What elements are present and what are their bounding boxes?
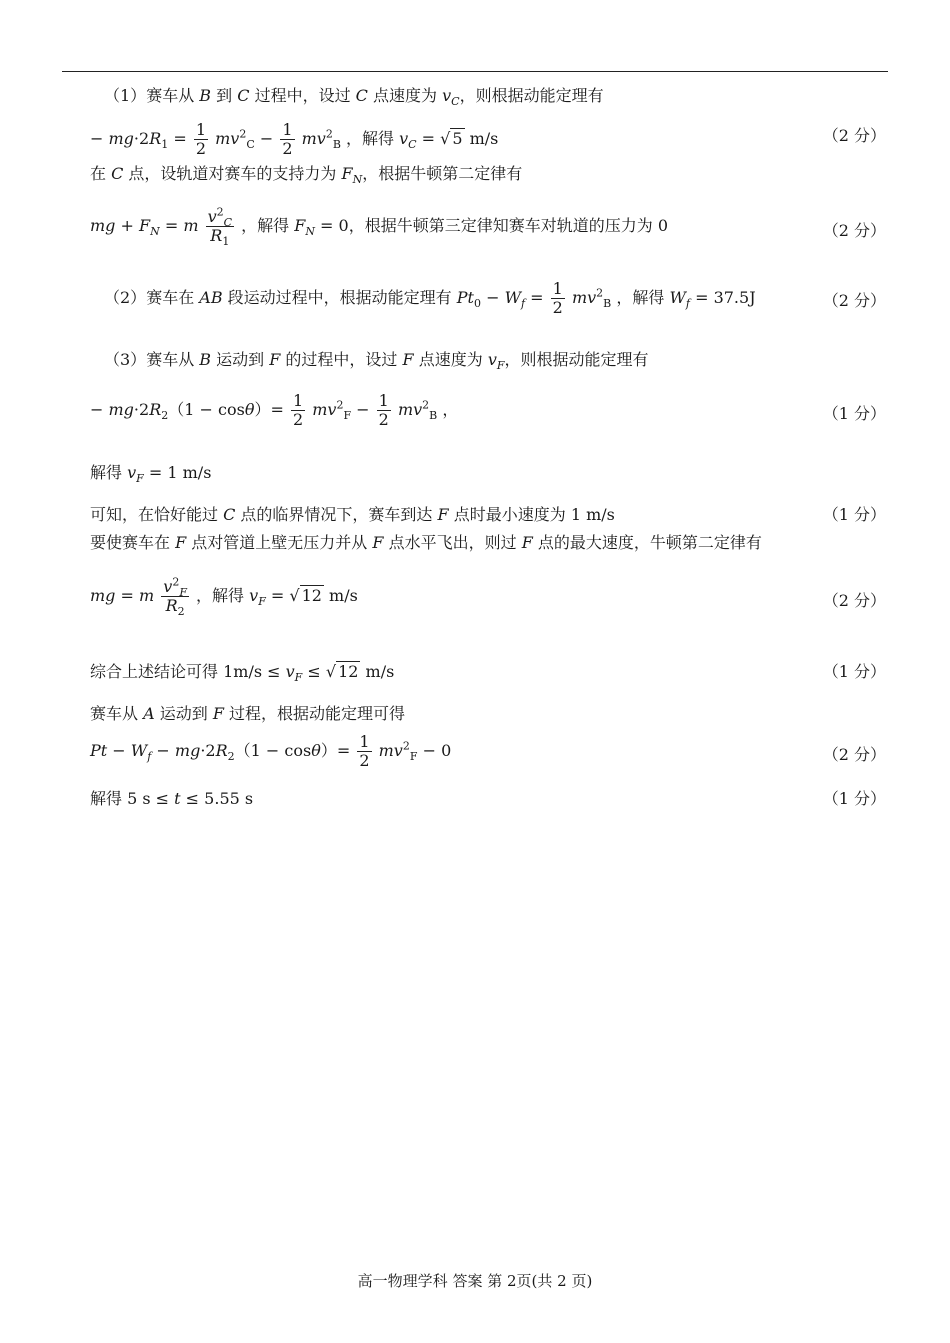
fraction-half: $\frac{1}{2}$ [378,391,389,429]
header-rule [62,71,888,72]
line-a-to-f: 赛车从 A 运动到 F 过程，根据动能定理可得 [90,704,406,723]
fraction-half: $\frac{1}{2}$ [359,732,370,770]
fraction-half: $\frac{1}{2}$ [282,120,293,158]
fraction-vf2-r2: $\frac{v^2_F}{R_2}$ [163,575,187,619]
score-12: （1 分） [822,662,886,681]
score-15: （1 分） [822,789,886,808]
fraction-half: $\frac{1}{2}$ [292,391,304,429]
equation-newton-c: mg + $F_N = m$ $\frac{v^2_C}{R_1}$ ，解得 $F_N = 0$，根据牛顿第三定律知赛车对轨道的压力为 0 [90,205,668,249]
line-max-speed-condition: 要使赛车在 F 点对管道上壁无压力并从 F 点水平飞出，则过 F 点的最大速度，牛顿第二定律有 [90,533,762,552]
fraction-half: $\frac{1}{2}$ [195,120,206,158]
equation-part2: （2）赛车在 AB 段运动过程中，根据动能定理有 $Pt_0 - W_f$ = $\frac{1}{2}$ $mv^2_B$ ，解得 $W_f = 37.5J$ [104,279,756,317]
sqrt-5: √ 5 [440,129,463,148]
score-11: （2 分） [822,591,886,610]
line-min-speed: 可知，在恰好能过 C 点的临界情况下，赛车到达 F 点时最小速度为 1 m/s [90,505,615,524]
line-part1-intro: （1）赛车从 B 到 C 过程中，设过 C 点速度为 $v_C$，则根据动能定理有 [104,86,604,109]
score-14: （2 分） [822,745,886,764]
equation-energy-bf: − $mg\cdot 2R_2(1 - \cos\theta)=$ $\frac{1}{2}$ $mv^2_F$ − $\frac{1}{2}$ $mv^2_B$ ， [90,391,459,429]
label-part3: （3） [104,350,147,369]
line-part3-intro: （3）赛车从 B 运动到 F 的过程中，设过 F 点速度为 $v_F$，则根据动能定理有 [104,350,649,373]
line-point-c: 在 C 点，设轨道对赛车的支持力为 $F_N$，根据牛顿第二定律有 [90,164,523,187]
sqrt-12: √ 12 [289,586,322,605]
line-result-vf-min: 解得 $v_F = 1$ m/s [90,463,212,486]
fraction-half: $\frac{1}{2}$ [552,279,563,317]
score-2: （2 分） [822,126,886,145]
score-9: （1 分） [822,505,886,524]
sqrt-12: √ 12 [325,662,359,681]
fraction-vc2-r1: $\frac{v^2_C}{R_1}$ [207,205,233,249]
score-5: （2 分） [822,291,886,310]
line-time-range: 解得 5 s ≤ t ≤ 5.55 s [90,789,254,808]
equation-newton-f: mg = m $\frac{v^2_F}{R_2}$ ，解得 $v_F$ = √ 12 m/s [90,575,358,619]
equation-energy-bc: − $mg\cdot 2R_1$ = $\frac{1}{2}$ $mv^2_C$ − $\frac{1}{2}$ $mv^2_B$ ，解得 $v_C$ = √ 5 m/s [90,120,499,158]
page-footer: 高一物理学科 答案 第 2页(共 2 页) [357,1272,593,1290]
line-speed-range: 综合上述结论可得 $1m/s \le v_F$ ≤ √ 12 m/s [90,662,395,685]
label-part1: （1） [104,86,147,105]
equation-energy-af: $Pt - W_f - mg\cdot 2R_2(1 - \cos\theta)=$ $\frac{1}{2}$ $mv^2_F - 0$ [90,732,452,770]
score-7: （1 分） [822,404,886,423]
label-part2: （2） [104,288,147,307]
score-4: （2 分） [822,221,886,240]
